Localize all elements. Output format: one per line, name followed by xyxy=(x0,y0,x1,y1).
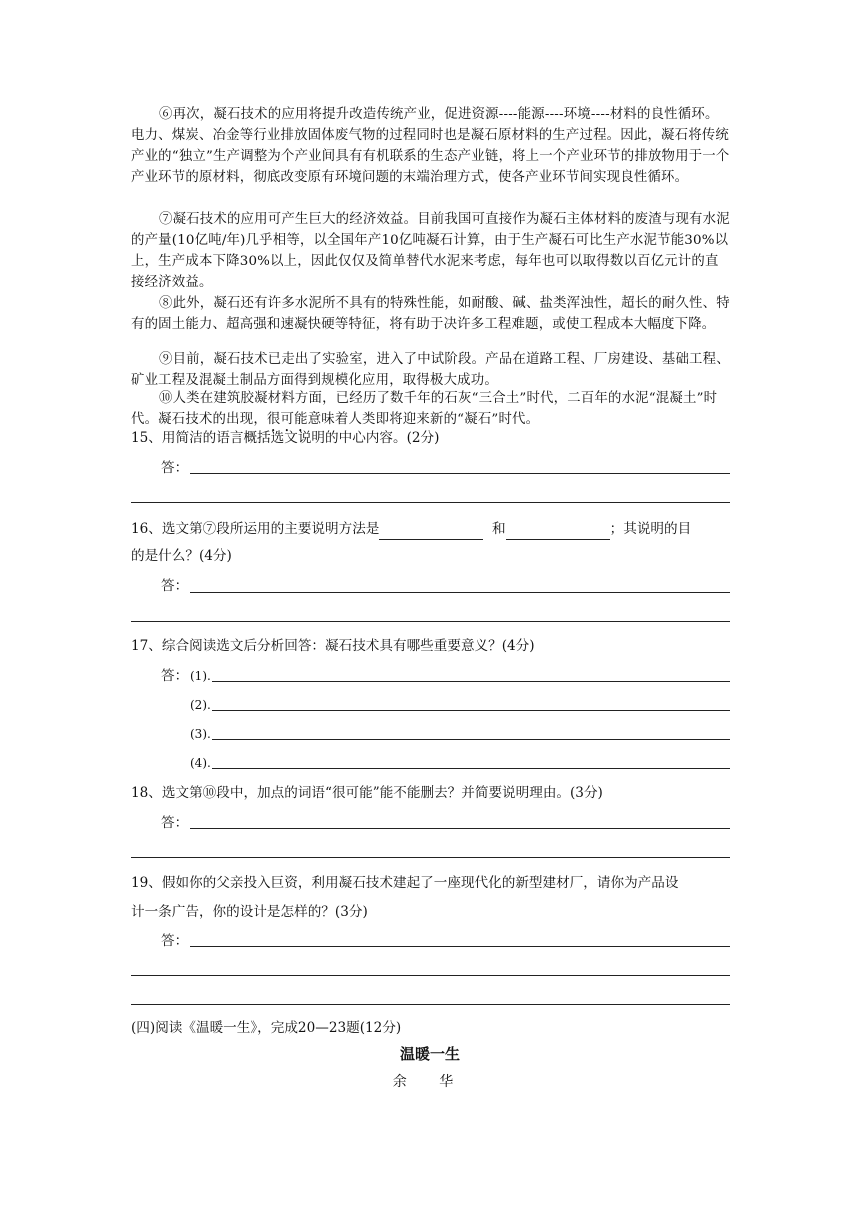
question-16-text-a: 16、选文第⑦段所运用的主要说明方法是 xyxy=(131,521,380,537)
answer-line-18b[interactable] xyxy=(131,857,730,858)
paragraph-8: ⑧此外，凝石还有许多水泥所不具有的特殊性能，如耐酸、碱、盐类浑浊性，超长的耐久性、特有的固土能力、超高强和速凝快硬等特征，将有助于决许多工程难题，或使工程成本大幅度下降。 xyxy=(131,296,730,332)
answer-line-17-1[interactable] xyxy=(212,681,730,682)
answer-item-17-3: (3). xyxy=(190,727,211,741)
question-17: 17、综合阅读选文后分析回答：凝石技术具有哪些重要意义？(4分) xyxy=(131,638,535,654)
question-16-and: 和 xyxy=(492,521,506,537)
answer-item-17-2: (2). xyxy=(190,698,211,712)
question-15: 15、用简洁的语言概括选文说明的中心内容。(2分) xyxy=(131,430,440,446)
answer-line-16a[interactable] xyxy=(190,592,730,593)
article-author: 余 华 xyxy=(392,1074,468,1090)
answer-line-19a[interactable] xyxy=(190,946,730,947)
answer-line-15b[interactable] xyxy=(131,502,730,503)
question-16-line2: 的是什么？(4分) xyxy=(131,548,232,564)
blank-16-1[interactable] xyxy=(379,519,483,540)
answer-line-17-3[interactable] xyxy=(212,739,730,740)
question-19: 19、假如你的父亲投入巨资，利用凝石技术建起了一座现代化的新型建材厂，请你为产品设 xyxy=(131,875,679,891)
answer-line-17-2[interactable] xyxy=(212,710,730,711)
answer-label-16: 答： xyxy=(161,578,189,594)
paragraph-10-text-b: 意味着人类即将迎来新的“凝石”时代。 xyxy=(307,412,540,427)
paragraph-10-text-a: ⑩人类在建筑胶凝材料方面，已经历了数千年的石灰“三合土”时代，二百年的水泥“混凝土”时代。凝石技术的出现， xyxy=(131,391,718,427)
answer-line-17-4[interactable] xyxy=(212,768,730,769)
paragraph-9: ⑨目前，凝石技术已走出了实验室，进入了中试阶段。产品在道路工程、厂房建设、基础工程、矿业工程及混凝土制品方面得到规模化应用，取得极大成功。 xyxy=(131,352,730,388)
answer-label-17: 答： xyxy=(161,668,189,684)
question-19-line2: 计一条广告，你的设计是怎样的？(3分) xyxy=(131,904,368,920)
answer-line-15a[interactable] xyxy=(190,473,730,474)
answer-item-17-4: (4). xyxy=(190,756,211,770)
answer-label-19: 答： xyxy=(161,933,189,949)
paragraph-6: ⑥再次，凝石技术的应用将提升改造传统产业，促进资源----能源----环境----材料的良性循环。电力、煤炭、冶金等行业排放固体废气物的过程同时也是凝石原材料的生产过程。因此，凝石将传统产业的“独立”生产调整为个产业间具有有机联系的生态产业链，将上一个产业环节的排放物用于一个产业环节的原材料，彻底改变原有环境问题的末端治理方式，使各产业环节间实现良性循环。 xyxy=(131,107,730,185)
answer-line-16b[interactable] xyxy=(131,621,730,622)
answer-label-18: 答： xyxy=(161,815,189,831)
section-heading: (四)阅读《温暖一生》，完成20—23题(12分) xyxy=(131,1020,402,1036)
answer-line-19c[interactable] xyxy=(131,1004,730,1005)
article-title: 温暖一生 xyxy=(399,1045,460,1063)
question-16 xyxy=(131,519,731,540)
answer-label-15: 答： xyxy=(161,460,189,476)
answer-line-19b[interactable] xyxy=(131,975,730,976)
question-16-text-b: ；其说明的目 xyxy=(609,521,692,537)
answer-item-17-1: (1). xyxy=(190,669,211,683)
answer-line-18a[interactable] xyxy=(190,828,730,829)
blank-16-2[interactable] xyxy=(506,519,610,540)
paragraph-7: ⑦凝石技术的应用可产生巨大的经济效益。目前我国可直接作为凝石主体材料的废渣与现有水泥的产量(10亿吨/年)几乎相等，以全国年产10亿吨凝石计算，由于生产凝石可比生产水泥节能30%以上，生产成本下降30%以上，因此仅仅及简单替代水泥来考虑，每年也可以取得数以百亿元计的直接经济效益。 xyxy=(131,212,730,290)
dotted-word: 很可能 xyxy=(266,412,308,427)
question-18: 18、选文第⑩段中，加点的词语“很可能”能不能删去？并简要说明理由。(3分) xyxy=(131,785,603,801)
